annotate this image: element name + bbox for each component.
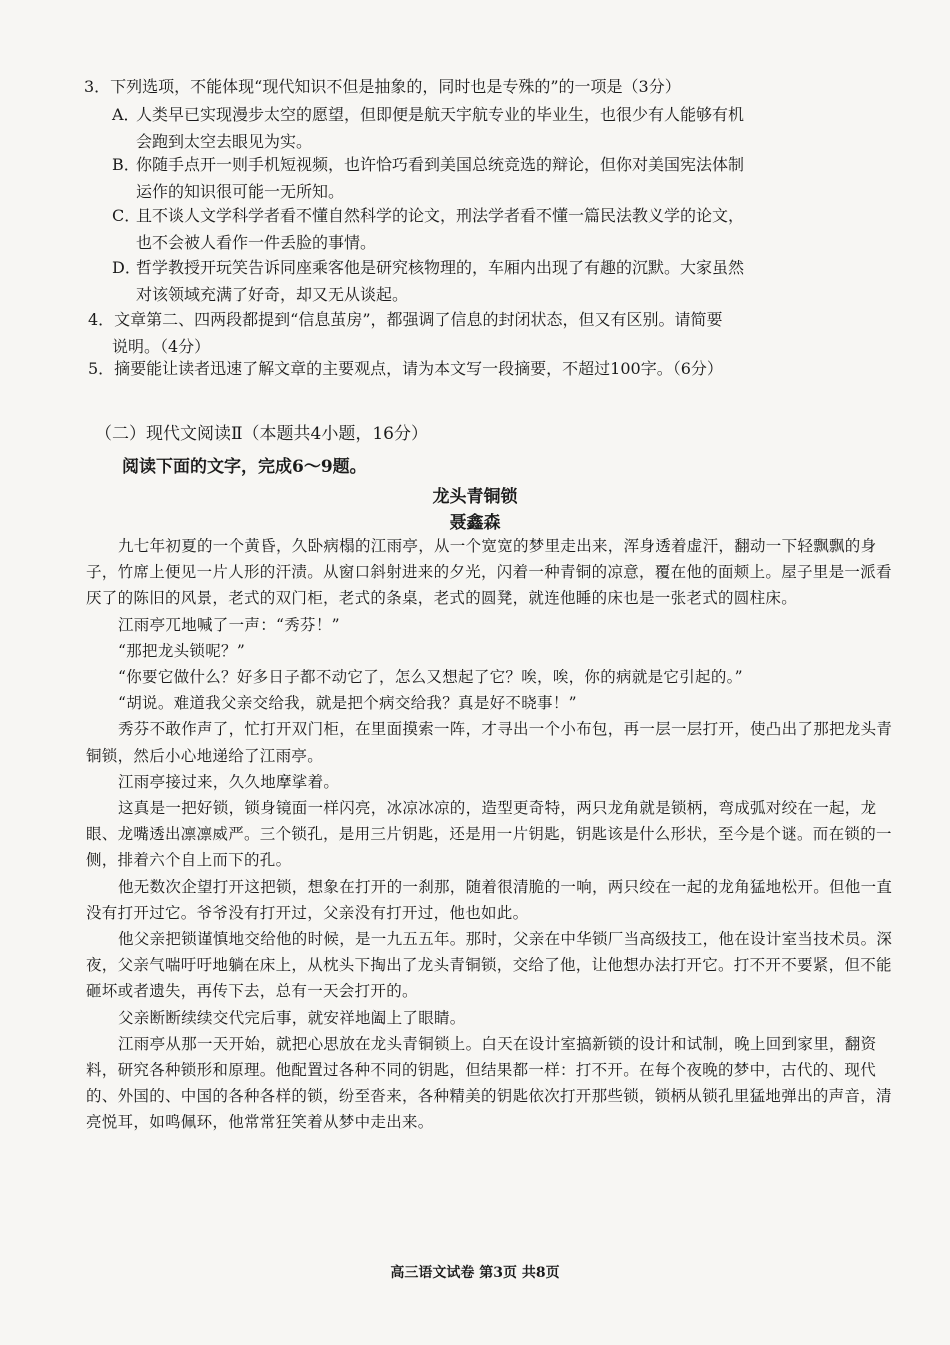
question-3-option-b xyxy=(112,151,902,205)
question-3-option-c xyxy=(112,202,902,256)
question-4 xyxy=(88,306,903,360)
story-paragraph: 江雨亭从那一天开始，就把心思放在龙头青铜锁上。白天在设计室搞新锁的设计和试制，晚上回到家里，翻资料，研究各种锁形和原理。他配置过各种不同的钥匙，但结果都一样：打不开。在每个夜晚的梦中，古代的、现代的、外国的、中国的各种各样的锁，纷至沓来，各种精美的钥匙依次打开那些锁，锁柄从锁孔里猛地弹出的声音，清亮悦耳，如鸣佩环，他常常狂笑着从梦中走出来。 xyxy=(86,1034,892,1132)
story-paragraph: “那把龙头锁呢？” xyxy=(118,641,246,660)
option-text-cont: 也不会被人看作一件丢脸的事情。 xyxy=(136,233,377,252)
option-text: 人类早已实现漫步太空的愿望，但即便是航天宇航专业的毕业生，也很少有人能够有机 xyxy=(136,105,745,124)
question-4-line2: 说明。（4分） xyxy=(112,337,211,356)
page-footer: 高三语文试卷 第3页 共8页 xyxy=(390,1265,560,1281)
story-paragraph: 他无数次企望打开这把锁，想象在打开的一刹那，随着很清脆的一响，两只绞在一起的龙角猛地松开。但他一直没有打开过它。爷爷没有打开过，父亲没有打开过，他也如此。 xyxy=(86,877,893,922)
question-3-option-d xyxy=(112,254,902,308)
story-author: 聂鑫森 xyxy=(449,513,501,533)
option-label: C． xyxy=(112,206,141,225)
section-instruction: 阅读下面的文字，完成6～9题。 xyxy=(122,457,367,477)
option-text: 哲学教授开玩笑告诉同座乘客他是研究核物理的，车厢内出现了有趣的沉默。大家虽然 xyxy=(136,258,745,277)
option-text-cont: 对该领域充满了好奇，却又无从谈起。 xyxy=(136,285,409,304)
question-4-line1: 4．文章第二、四两段都提到“信息茧房”，都强调了信息的封闭状态，但又有区别。请简要 xyxy=(88,310,723,329)
question-3-stem: 3．下列选项，不能体现“现代知识不但是抽象的，同时也是专殊的”的一项是（3分） xyxy=(84,77,681,96)
question-5: 5．摘要能让读者迅速了解文章的主要观点，请为本文写一段摘要，不超过100字。（6分） xyxy=(88,359,723,378)
story-paragraph: 江雨亭兀地喊了一声：“秀芬！” xyxy=(118,615,340,634)
story-paragraph: 九七年初夏的一个黄昏，久卧病榻的江雨亭，从一个宽宽的梦里走出来，浑身透着虚汗，翻动一下轻飘飘的身子，竹席上便见一片人形的汗渍。从窗口斜射进来的夕光，闪着一种青铜的凉意，覆在他的面颊上。屋子里是一派看厌了的陈旧的风景，老式的双门柜，老式的条桌，老式的圆凳，就连他睡的床也是一张老式的圆柱床。 xyxy=(86,537,892,608)
option-label: D． xyxy=(112,258,141,277)
story-paragraph: 他父亲把锁谨慎地交给他的时候，是一九五五年。那时，父亲在中华锁厂当高级技工，他在设计室当技术员。深夜，父亲气喘吁吁地躺在床上，从枕头下掏出了龙头青铜锁，交给了他，让他想办法打开它。打不开不要紧，但不能砸坏或者遗失，再传下去，总有一天会打开的。 xyxy=(86,930,893,1001)
section-heading: （二）现代文阅读Ⅱ（本题共4小题，16分） xyxy=(95,424,429,444)
story-title: 龙头青铜锁 xyxy=(432,487,518,507)
story-paragraph: 父亲断断续续交代完后事，就安祥地阖上了眼睛。 xyxy=(118,1008,466,1027)
option-label: A． xyxy=(112,105,140,124)
story-paragraph: 江雨亭接过来，久久地摩挲着。 xyxy=(118,772,340,791)
story-paragraph: “胡说。难道我父亲交给我，就是把个病交给我？真是好不晓事！” xyxy=(118,694,577,713)
question-3-option-a xyxy=(112,101,902,155)
story-body xyxy=(86,533,898,1136)
option-text: 且不谈人文学科学者看不懂自然科学的论文，刑法学者看不懂一篇民法教义学的论文， xyxy=(136,206,745,225)
option-text-cont: 会跑到太空去眼见为实。 xyxy=(136,132,313,151)
story-paragraph: 这真是一把好锁，锁身镜面一样闪亮，冰凉冰凉的，造型更奇特，两只龙角就是锁柄，弯成弧对绞在一起，龙眼、龙嘴透出凛凛威严。三个锁孔，是用三片钥匙，还是用一片钥匙，钥匙该是什么形状，至今是个谜。而在锁的一侧，排着六个自上而下的孔。 xyxy=(86,799,892,870)
option-text-cont: 运作的知识很可能一无所知。 xyxy=(136,182,345,201)
option-text: 你随手点开一则手机短视频，也许恰巧看到美国总统竞选的辩论，但你对美国宪法体制 xyxy=(136,155,745,174)
story-paragraph: “你要它做什么？好多日子都不动它了，怎么又想起了它？唉，唉，你的病就是它引起的。” xyxy=(118,668,743,687)
option-label: B． xyxy=(112,155,140,174)
story-paragraph: 秀芬不敢作声了，忙打开双门柜，在里面摸索一阵，才寻出一个小布包，再一层一层打开，使凸出了那把龙头青铜锁，然后小心地递给了江雨亭。 xyxy=(86,720,893,765)
